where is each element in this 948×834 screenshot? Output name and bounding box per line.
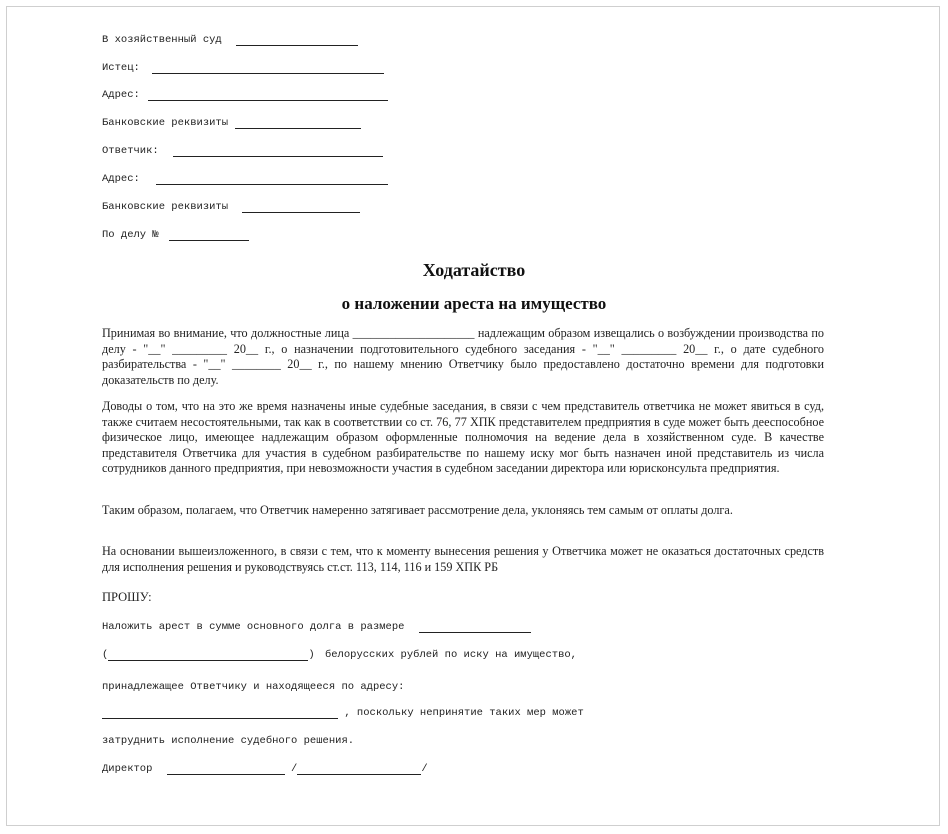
bank-label-2: Банковские реквизиты	[102, 201, 229, 213]
request-line-2	[102, 649, 577, 661]
plaintiff-field	[102, 62, 384, 74]
request-line-4	[102, 707, 584, 719]
case-field	[102, 229, 249, 241]
signature-line	[102, 763, 428, 775]
address-label-1: Адрес:	[102, 89, 140, 101]
paragraph-3-text: Таким образом, полагаем, что Ответчик намеренно затягивает рассмотрение дела, уклоняясь тем самым от оплаты долга.	[102, 503, 733, 517]
address-blank-2[interactable]	[156, 173, 388, 185]
defendant-label: Ответчик:	[102, 145, 159, 157]
address-blank-1[interactable]	[148, 89, 388, 101]
bank-label-1: Банковские реквизиты	[102, 117, 229, 129]
director-label: Директор	[102, 763, 153, 775]
amount-blank[interactable]	[419, 621, 531, 633]
paragraph-1-text: Принимая во внимание, что должностные лица ____________________ надлежащим образом извещались о возбуждении производства по делу - "__" _________ 20__ г., о назначении подготовительного судебного заседания - "__" _________ 20__ г., о дате судебного разбирательства - "__" ________ 20__ г., по нашему мнению Ответчику было предоставлено достаточно времени для подготовки доказательств по делу.	[102, 326, 824, 387]
court-field	[102, 34, 358, 46]
document-subtitle: о наложении ареста на имущество	[341, 294, 607, 313]
request-line-5	[102, 735, 354, 747]
paragraph-4-text: На основании вышеизложенного, в связи с тем, что к моменту вынесения решения у Ответчика может не оказаться достаточных средств для исполнения решения и руководствуясь ст.ст. 113, 114, 116 и 159 ХПК РБ	[102, 544, 824, 574]
defendant-blank[interactable]	[173, 145, 383, 157]
request-line-2-text: белорусских рублей по иску на имущество,	[324, 649, 577, 661]
body-paragraph-4	[102, 544, 824, 575]
request-line-5-text: затруднить исполнение судебного решения.	[102, 735, 355, 747]
case-label: По делу №	[102, 229, 159, 241]
signature-slash-end: /	[421, 763, 428, 775]
amount-words-blank[interactable]	[108, 649, 308, 661]
address-label-2: Адрес:	[102, 173, 140, 185]
body-paragraph-2	[102, 399, 824, 477]
plaintiff-label: Истец:	[102, 62, 140, 74]
body-paragraph-1	[102, 326, 824, 388]
signature-slash: /	[291, 763, 298, 775]
request-line-3-text: принадлежащее Ответчику и находящееся по адресу:	[102, 681, 405, 693]
address-field-1	[102, 89, 388, 101]
case-blank[interactable]	[169, 229, 249, 241]
director-signature-blank[interactable]	[167, 763, 285, 775]
request-heading: ПРОШУ:	[102, 590, 152, 604]
body-paragraph-3	[102, 503, 824, 519]
address-field-2	[102, 173, 388, 185]
open-paren: (	[102, 649, 109, 661]
bank-field-1	[102, 117, 361, 129]
defendant-field	[102, 145, 383, 157]
property-address-blank[interactable]	[102, 707, 338, 719]
director-name-blank[interactable]	[297, 763, 421, 775]
close-paren: )	[308, 649, 315, 661]
court-blank[interactable]	[236, 34, 358, 46]
court-label: В хозяйственный суд	[102, 34, 222, 46]
document-title: Ходатайство	[422, 260, 526, 280]
plaintiff-blank[interactable]	[152, 62, 384, 74]
request-line-4-text: , поскольку непринятие таких мер может	[344, 707, 584, 719]
bank-field-2	[102, 201, 360, 213]
request-line-3	[102, 681, 404, 693]
bank-blank-1[interactable]	[235, 117, 361, 129]
request-line-1	[102, 621, 531, 633]
bank-blank-2[interactable]	[242, 201, 360, 213]
request-line-1-text: Наложить арест в сумме основного долга в размере	[102, 621, 405, 633]
paragraph-2-text: Доводы о том, что на это же время назначены иные судебные заседания, в связи с чем представитель ответчика не может явиться в суд, также считаем несостоятельными, так как в соответствии со ст. 76, 77 ХПК представителем предприятия в суде может быть дееспособное физическое лицо, имеющее надлежащим образом оформленные полномочия на ведение дела в хозяйственном суде. В качестве представителя Ответчика для участия в судебном разбирательстве по нашему иску мог быть назначен иной представитель из числа сотрудников данного предприятия, при невозможности участия в судебном заседании директора или юрисконсульта предприятия.	[102, 399, 824, 475]
